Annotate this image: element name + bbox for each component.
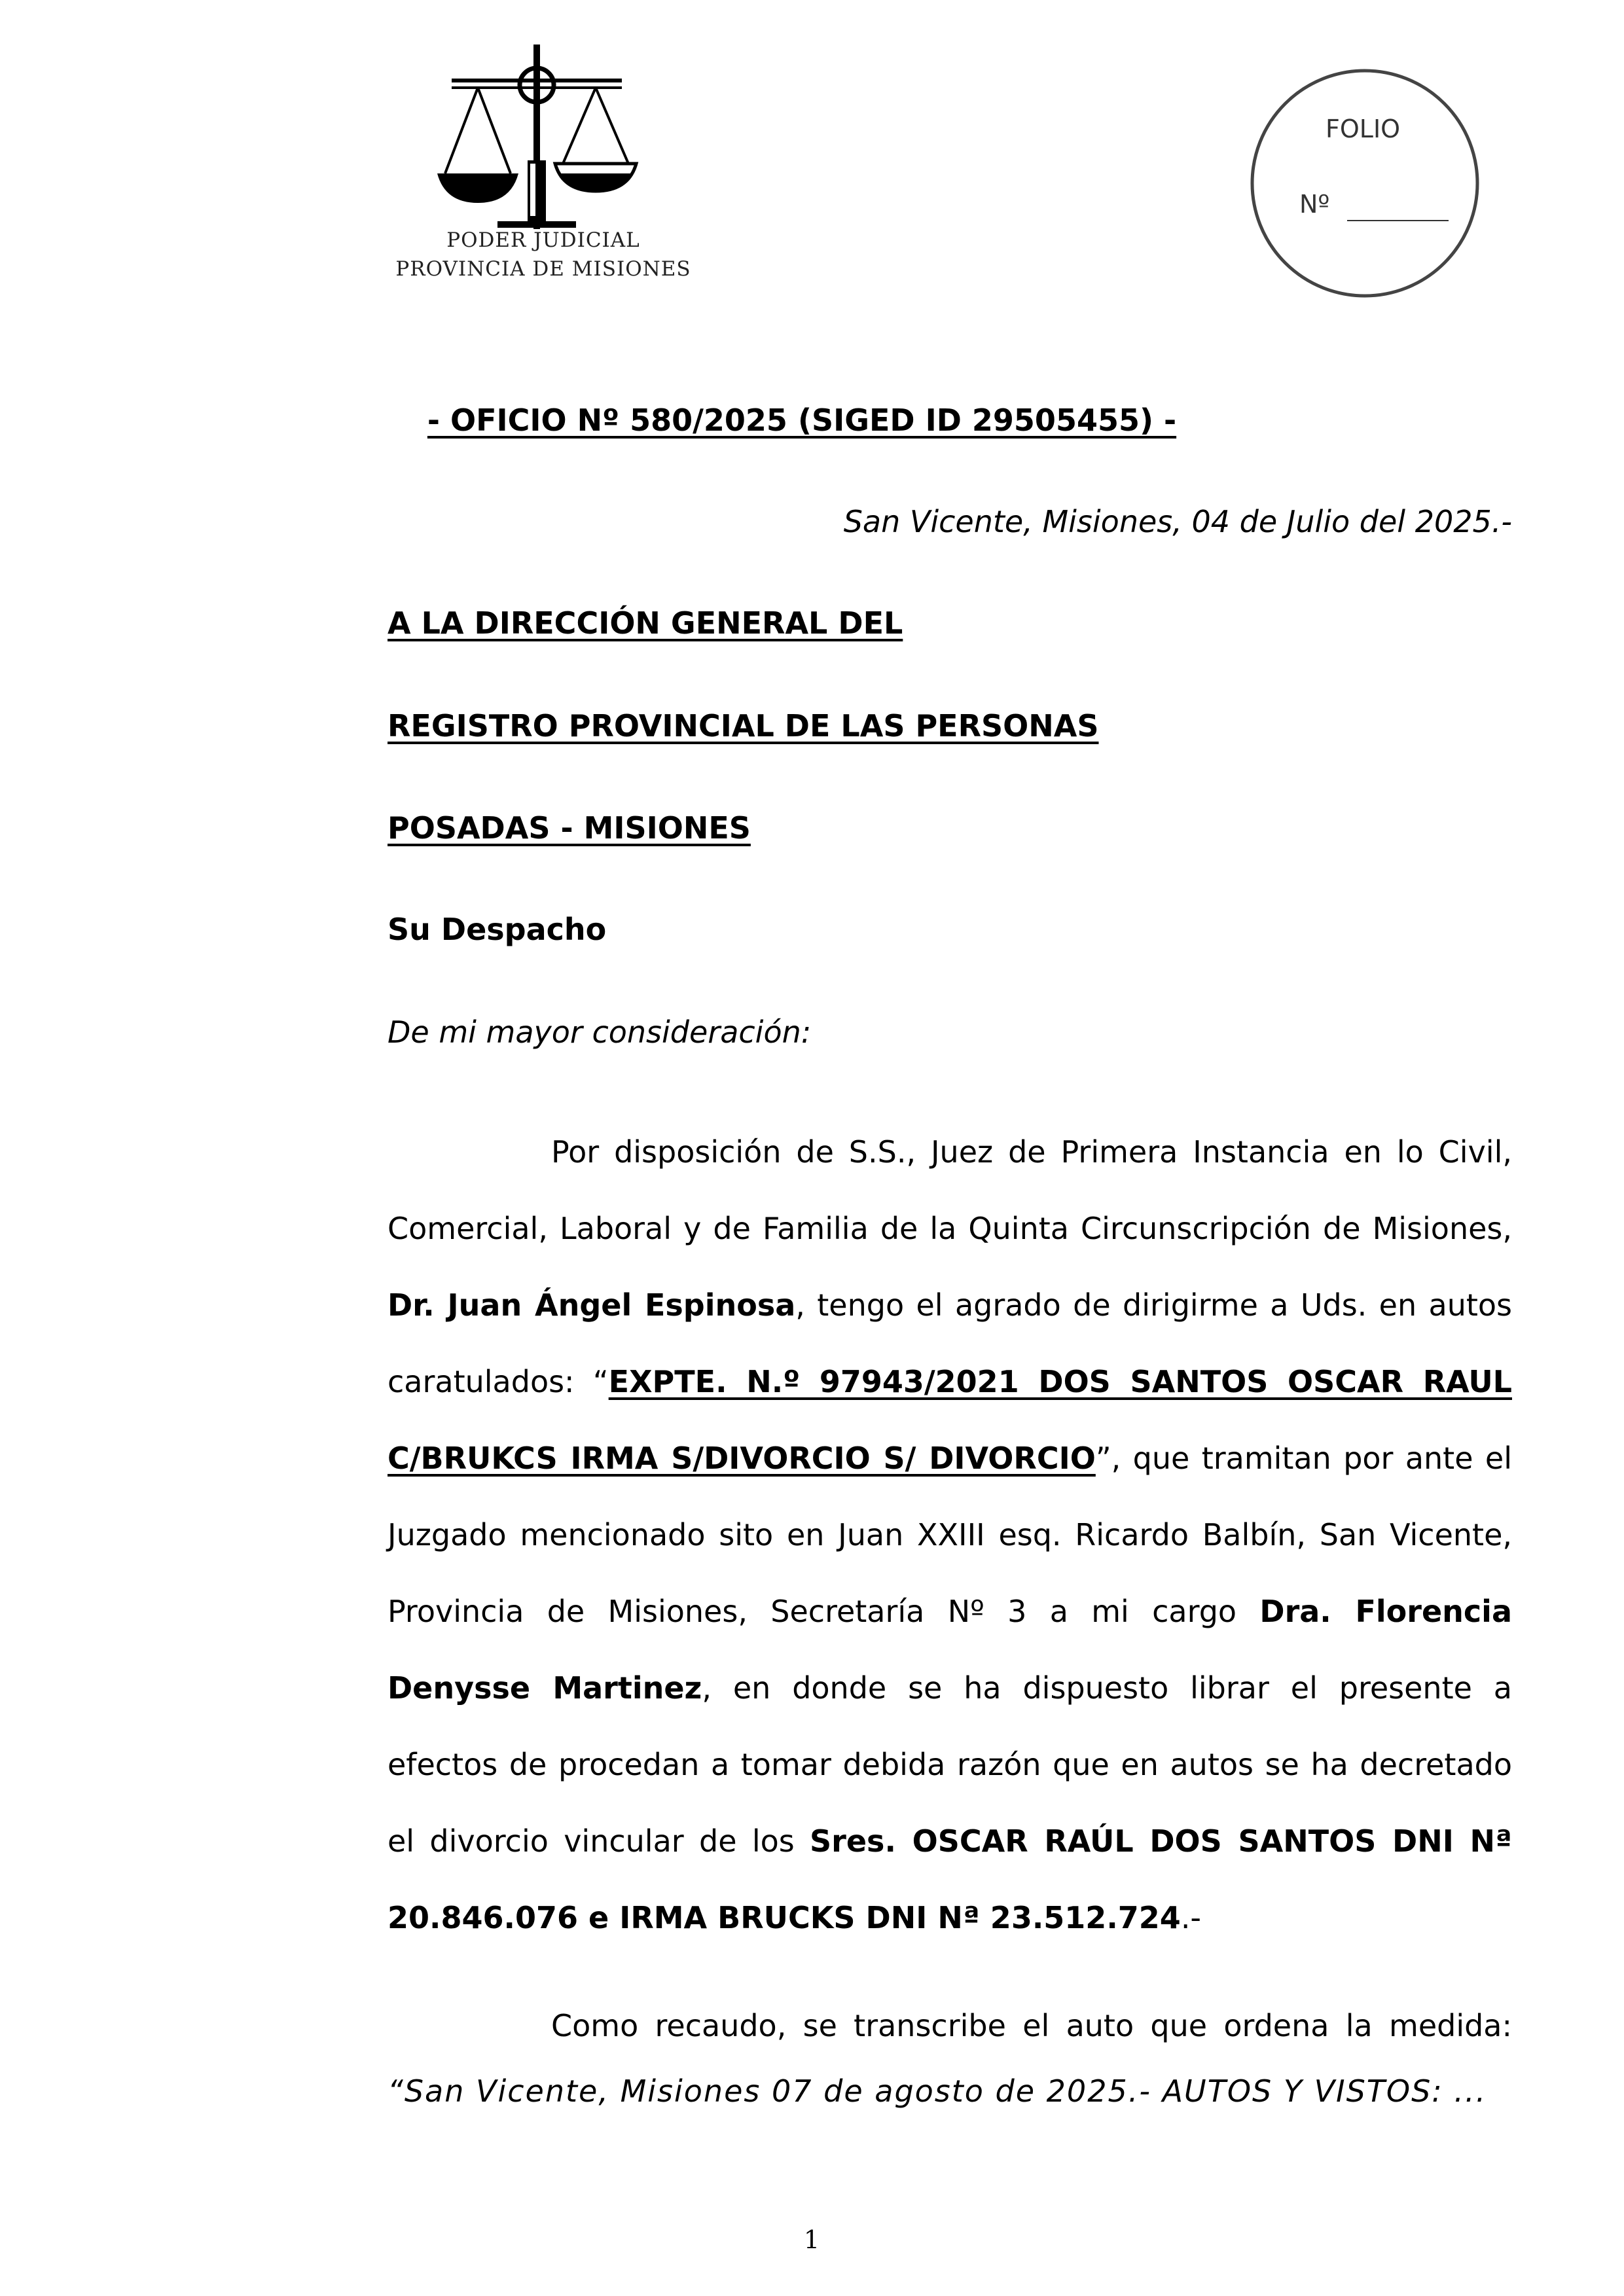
salutation: De mi mayor consideración: xyxy=(388,1014,812,1050)
addressee-line-1: A LA DIRECCIÓN GENERAL DEL xyxy=(388,605,903,641)
date-line: San Vicente, Misiones, 04 de Julio del 2025.- xyxy=(843,504,1512,539)
secretary-name: Dra. Florencia Denysse Martinez xyxy=(388,1594,1512,1706)
addressee-line-3: POSADAS - MISIONES xyxy=(388,810,751,846)
despacho-line: Su Despacho xyxy=(388,912,607,947)
logo-line-1: PODER JUDICIAL xyxy=(446,228,640,252)
folio-stamp xyxy=(1247,62,1489,304)
recaudo-quote: “San Vicente, Misiones 07 de agosto de 2025.- AUTOS Y VISTOS: ... xyxy=(388,2073,1487,2109)
parties-names: Sres. OSCAR RAÚL DOS SANTOS DNI Nª 20.846.076 e IRMA BRUCKS DNI Nª 23.512.724 xyxy=(388,1823,1512,1935)
page-number: 1 xyxy=(803,2225,820,2254)
logo-caption xyxy=(393,226,694,283)
body-text-2: , tengo el agrado de dirigirme a Uds. en autos caratulados: “ xyxy=(388,1287,1512,1399)
folio-circle-icon xyxy=(1247,62,1489,304)
body-paragraph xyxy=(388,1114,1512,1956)
folio-number-blank xyxy=(1347,220,1449,221)
scales-of-justice-icon xyxy=(399,39,687,236)
addressee-line-2: REGISTRO PROVINCIAL DE LAS PERSONAS xyxy=(388,708,1099,744)
body-text-5: .- xyxy=(1180,1900,1202,1935)
folio-number-label: Nº xyxy=(1299,190,1330,219)
body-text-1: Por disposición de S.S., Juez de Primera Instancia en lo Civil, Comercial, Laboral y de Familia de la Quinta Circunscripción de Misiones, xyxy=(388,1134,1512,1246)
folio-label: FOLIO xyxy=(1326,115,1401,143)
case-title: EXPTE. N.º 97943/2021 DOS SANTOS OSCAR RAUL C/BRUKCS IRMA S/DIVORCIO S/ DIVORCIO xyxy=(388,1364,1512,1476)
recaudo-text: Como recaudo, se transcribe el auto que ordena la medida: xyxy=(551,2008,1512,2043)
body-text-3: ”, que tramitan por ante el Juzgado mencionado sito en Juan XXIII esq. Ricardo Balbín, San Vicente, Provincia de Misiones, Secretaría Nº 3 a mi cargo xyxy=(388,1441,1512,1629)
judge-name: Dr. Juan Ángel Espinosa xyxy=(388,1287,796,1323)
oficio-title: - OFICIO Nº 580/2025 (SIGED ID 29505455) - xyxy=(427,403,1177,438)
logo-line-2: PROVINCIA DE MISIONES xyxy=(395,257,691,281)
body-text-4: , en donde se ha dispuesto librar el presente a efectos de procedan a tomar debida razón que en autos se ha decretado el divorcio vincular de los xyxy=(388,1670,1512,1859)
recaudo-paragraph xyxy=(388,1993,1512,2124)
